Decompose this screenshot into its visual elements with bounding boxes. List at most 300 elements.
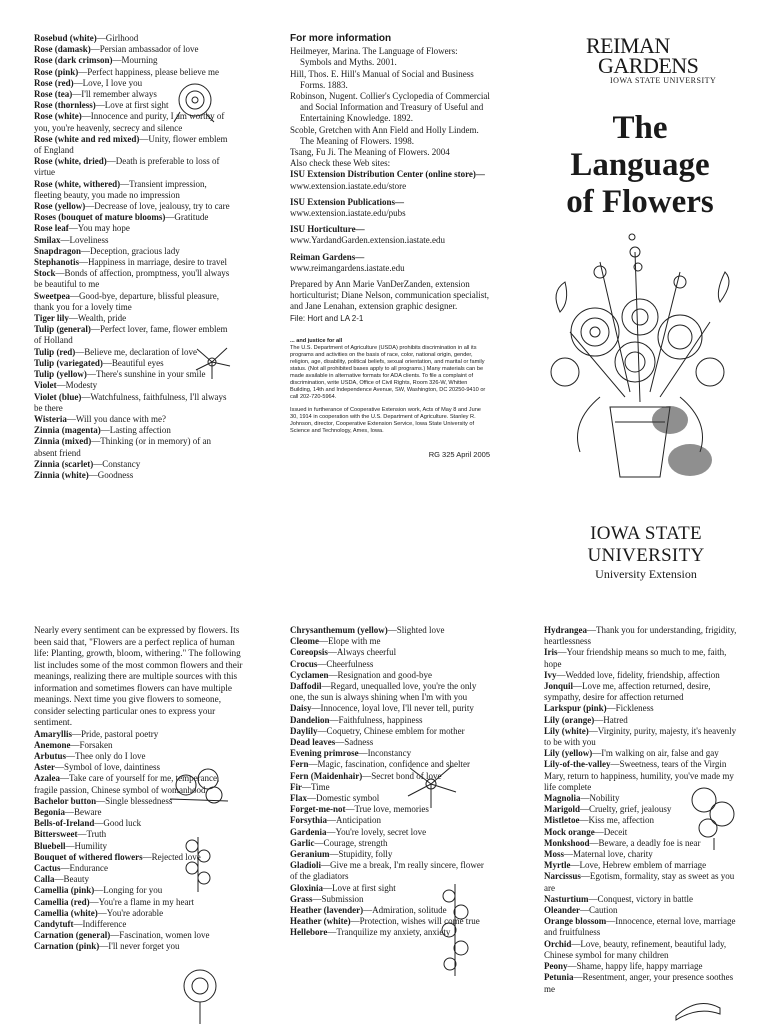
flower-entry <box>34 246 234 257</box>
flower-name: Zinnia (scarlet) <box>34 458 94 469</box>
flower-entry <box>290 782 490 793</box>
flower-meaning: —Tranquilize my anxiety, anxiety <box>327 927 451 938</box>
flower-name: Zinnia (white) <box>34 469 89 480</box>
flower-meaning: —Love, beauty, refinement, beautiful lady, Chinese symbol for many children <box>544 938 727 960</box>
flower-name: Lily (orange) <box>544 714 595 725</box>
flower-meaning: —Single blessedness <box>96 795 173 806</box>
flower-name: Rose (thornless) <box>34 100 96 111</box>
flower-meaning: —Good luck <box>94 818 142 829</box>
flower-entry <box>290 737 490 748</box>
gladioli-sketch-icon <box>436 880 474 980</box>
flower-entry <box>34 425 234 436</box>
flower-entry <box>290 827 490 838</box>
flower-name: Aster <box>34 762 55 773</box>
flower-meaning: —Happiness in marriage, desire to travel <box>79 257 227 268</box>
flower-entry <box>544 647 744 669</box>
flower-name: Ivy <box>544 669 557 680</box>
flower-name: Heather (white) <box>290 916 351 927</box>
flower-name: Zinnia (mixed) <box>34 436 92 447</box>
flower-name: Smilax <box>34 234 61 245</box>
flower-meaning: —Beautiful eyes <box>102 357 164 368</box>
flower-name: Daylily <box>290 725 318 736</box>
flower-name: Bouquet of withered flowers <box>34 851 143 862</box>
flower-meaning: —Mourning <box>112 55 158 66</box>
flower-meaning: —Pride, pastoral poetry <box>72 728 159 739</box>
flower-entry <box>544 715 744 726</box>
flower-entry <box>34 459 234 470</box>
flower-meaning: —Time <box>302 781 330 792</box>
flower-entry <box>34 257 234 268</box>
flower-entry <box>34 67 234 78</box>
flower-meaning: —Death is preferable to loss of virtue <box>34 156 220 178</box>
flower-meaning: —Love, I love you <box>73 77 143 88</box>
flower-meaning: —Beauty <box>54 874 90 885</box>
flower-name: Orange blossom <box>544 916 607 927</box>
flower-entry <box>290 804 490 815</box>
flower-name: Cactus <box>34 862 61 873</box>
flower-name: Sweetpea <box>34 290 70 301</box>
flower-meaning: —Lasting affection <box>100 425 171 436</box>
flower-entry <box>34 908 244 919</box>
flower-name: Fern (Maidenhair) <box>290 770 363 781</box>
title-line-3: of Flowers <box>566 184 714 220</box>
flower-entry <box>34 380 234 391</box>
web-site-name: ISU Extension Publications— <box>290 196 405 207</box>
flower-meaning: —Will you dance with me? <box>66 413 166 424</box>
flower-meaning: —Always cheerful <box>327 647 397 658</box>
flower-entry <box>34 44 234 55</box>
flower-meaning: —Give me a break, I'm really sincere, flower of the gladiators <box>290 860 484 882</box>
flower-name: Stock <box>34 268 56 279</box>
title-line-1: The <box>612 110 668 146</box>
flower-meaning: —Courage, strength <box>314 837 388 848</box>
isu-name: IOWA STATE UNIVERSITY <box>587 523 705 566</box>
flower-name: Camellia (pink) <box>34 885 95 896</box>
flower-entry <box>544 748 744 759</box>
flower-meaning: —Conquest, victory in battle <box>588 893 693 904</box>
web-site-item <box>290 169 490 191</box>
flower-name: Tulip (red) <box>34 346 76 357</box>
flower-meaning: —I'll never forget you <box>99 941 180 952</box>
flower-meaning: —Innocence, eternal love, marriage and fruitfulness <box>544 916 736 938</box>
flower-entry <box>34 392 234 414</box>
flower-name: Rose (damask) <box>34 44 91 55</box>
intro-paragraph: Nearly every sentiment can be expressed by flowers. Its been said that, "Flowers are a perfect replica of human life: Planting, growth, bloom, withering." The following list includes some of the most common flowers and their meanings, realizing there are multiple sources with this information and sometimes flowers can have multiple meanings. Next time you give flowers to someone, consider selecting particular ones to express your sentiment. <box>34 625 243 727</box>
azalea-sketch-icon <box>168 765 230 805</box>
web-site-url[interactable]: www.reimangardens.iastate.edu <box>290 262 405 273</box>
flower-meaning: —Love me, affection returned, desire, sympathy, desire for affection returned <box>544 681 711 703</box>
flower-entry <box>544 726 744 748</box>
flower-entry <box>544 939 744 961</box>
flower-name: Lily (yellow) <box>544 748 593 759</box>
flower-entry <box>34 33 234 44</box>
flower-entry <box>290 647 490 658</box>
title-line-2: Language <box>570 147 710 183</box>
bouquet-in-vase-illustration <box>540 222 740 492</box>
flower-name: Stephanotis <box>34 257 80 268</box>
flower-entry <box>544 972 744 994</box>
flower-name: Rose (red) <box>34 77 74 88</box>
flower-meaning: —Coquetry, Chinese emblem for mother <box>317 725 465 736</box>
flower-entry <box>34 201 234 212</box>
web-site-url[interactable]: www.YardandGarden.extension.iastate.edu <box>290 235 445 246</box>
reference-list <box>290 46 490 158</box>
flower-name: Forget-me-not <box>290 804 346 815</box>
flower-name: Rose (white) <box>34 111 82 122</box>
web-site-name: ISU Horticulture— <box>290 224 365 235</box>
flower-meaning: —Watchfulness, faithfulness, I'll always be there <box>34 391 227 413</box>
bells-sketch-icon <box>178 832 218 894</box>
flower-name: Monkshood <box>544 837 590 848</box>
flower-entry <box>34 134 234 156</box>
flower-entry <box>34 291 234 313</box>
flower-name: Narcissus <box>544 871 581 882</box>
marigold-sketch-icon <box>684 780 740 850</box>
flower-name: Gloxinia <box>290 882 324 893</box>
flower-meaning: —Fascination, women love <box>110 930 210 941</box>
flower-meaning: —Stupidity, folly <box>329 849 393 860</box>
flower-meaning: —Inconstancy <box>358 748 412 759</box>
flower-entry <box>544 961 744 972</box>
flower-meaning: —Your friendship means so much to me, faith, hope <box>544 647 727 669</box>
flower-name: Geranium <box>290 849 330 860</box>
flower-name: Gardenia <box>290 826 327 837</box>
flower-meaning: —Indifference <box>73 918 127 929</box>
daylily-sketch-icon <box>402 758 460 810</box>
flower-name: Mock orange <box>544 826 595 837</box>
flower-meaning: —Submission <box>312 893 364 904</box>
flower-meaning: —Anticipation <box>327 815 381 826</box>
flower-name: Iris <box>544 647 558 658</box>
flower-name: Carnation (general) <box>34 930 111 941</box>
flower-entry <box>290 771 490 782</box>
flower-entry <box>34 313 234 324</box>
flower-name: Violet (blue) <box>34 391 82 402</box>
flower-name: Tulip (variegated) <box>34 357 103 368</box>
flower-meaning: —Deceit <box>594 826 628 837</box>
flower-entry <box>290 815 490 826</box>
flower-meaning: —Resignation and good-bye <box>328 669 432 680</box>
document-title <box>540 110 740 221</box>
flower-name: Dandelion <box>290 714 330 725</box>
flower-meaning: —True love, memories <box>345 804 429 815</box>
flower-meaning: —Longing for you <box>94 885 163 896</box>
flower-meaning: —You're adorable <box>97 907 164 918</box>
flower-name: Magnolia <box>544 793 581 804</box>
flower-name: Coreopsis <box>290 647 328 658</box>
flower-name: Daffodil <box>290 681 322 692</box>
flower-meaning: —Cruelty, grief, jealousy <box>580 804 672 815</box>
flower-entry <box>34 807 244 818</box>
carnation-sketch-icon <box>176 966 224 1024</box>
flower-meaning: —Believe me, declaration of love <box>75 346 197 357</box>
flower-meaning: —Regard, unequalled love, you're the only one, the sun is always shining when I'm with you <box>290 681 477 703</box>
flower-meaning: —Transient impression, fleeting beauty, you made no impression <box>34 178 207 200</box>
prepared-by: Prepared by Ann Marie VanDerZanden, extension horticulturist; Diane Nelson, communication specialist, and Jane Lenahan, extension graphic designer. <box>290 279 489 312</box>
flower-name: Larkspur (pink) <box>544 703 607 714</box>
flower-name: Azalea <box>34 773 60 784</box>
flower-name: Peony <box>544 961 568 972</box>
flower-name: Rose leaf <box>34 223 69 234</box>
flower-meaning: —Modesty <box>56 380 98 391</box>
flower-name: Carnation (pink) <box>34 941 100 952</box>
flower-meaning: —Thank you for understanding, frigidity, heartlessness <box>544 625 737 647</box>
flower-name: Forsythia <box>290 815 327 826</box>
reference-item: Robinson, Nugent. Collier's Cyclopedia of Commercial and Social Information and Treasury of Useful and Entertaining Knowledge. 1892. <box>290 91 490 124</box>
flower-name: Cleome <box>290 636 319 647</box>
flower-meaning: —I'm walking on air, false and gay <box>592 748 719 759</box>
flower-name: Wisteria <box>34 413 67 424</box>
flower-entry <box>544 860 744 871</box>
flower-meaning: —Domestic symbol <box>307 793 380 804</box>
flower-name: Grass <box>290 893 313 904</box>
flower-meaning: —Resentment, anger, your presence soothes me <box>544 972 734 994</box>
flower-name: Amaryllis <box>34 728 72 739</box>
web-site-name: Reiman Gardens— <box>290 251 365 262</box>
flower-name: Begonia <box>34 806 66 817</box>
flower-entry <box>34 941 244 952</box>
flower-meaning: —Thinking (or in memory) of an absent friend <box>34 436 211 458</box>
flower-entry <box>290 849 490 860</box>
file-code: File: Hort and LA 2-1 <box>290 313 364 323</box>
flower-entry <box>290 659 490 670</box>
flower-name: Rosebud (white) <box>34 33 97 43</box>
flower-meaning: —Faithfulness, happiness <box>329 714 423 725</box>
logo-reiman: REIMAN <box>586 33 670 58</box>
web-site-name: ISU Extension Distribution Center (online store)— <box>290 169 485 180</box>
flower-entry <box>34 414 234 425</box>
flower-meaning: —Love at first sight <box>323 882 396 893</box>
web-site-item <box>290 197 490 219</box>
flower-meaning: —Deception, gracious lady <box>81 245 180 256</box>
flower-meaning: —Take care of yourself for me, temperance, fragile passion, Chinese symbol of womanhood <box>34 773 220 795</box>
flower-meaning: —Thee only do I love <box>66 750 146 761</box>
petunia-sketch-icon <box>672 996 724 1022</box>
flower-name: Rose (tea) <box>34 89 73 100</box>
flower-meaning: —Good-bye, departure, blissful pleasure, thank you for a lovely time <box>34 290 219 312</box>
flower-meaning: —Innocence and purity, I am worthy of you, you're heavenly, secrecy and silence <box>34 111 225 133</box>
flower-meaning: —Protection, wishes will come true <box>350 916 480 927</box>
flower-meaning: —Sadness <box>335 737 374 748</box>
flower-name: Oleander <box>544 905 580 916</box>
flower-meaning: —Admiration, solitude <box>363 905 447 916</box>
flower-entry <box>544 849 744 860</box>
flower-entry <box>544 916 744 938</box>
flower-name: Evening primrose <box>290 748 359 759</box>
flower-entry <box>34 268 234 290</box>
flower-meaning: —Nobility <box>580 793 620 804</box>
web-site-url[interactable]: www.extension.iastate.edu/store <box>290 180 407 191</box>
flower-name: Rose (white and red mixed) <box>34 133 140 144</box>
flower-name: Bells-of-Ireland <box>34 818 95 829</box>
flower-entry <box>34 740 244 751</box>
flower-entry <box>34 223 234 234</box>
flower-meaning: —You may hope <box>68 223 130 234</box>
flower-entry <box>34 919 244 930</box>
flower-entry <box>544 894 744 905</box>
justice-statement <box>290 338 490 435</box>
flower-entry <box>290 726 490 737</box>
flower-entry <box>34 156 234 178</box>
flower-name: Chrysanthemum (yellow) <box>290 625 388 635</box>
justice-text: The U.S. Department of Agriculture (USDA) prohibits discrimination in all its programs and activities on the basis of race, color, national origin, gender, religion, age, disability, political beliefs, sexual orientation, and marital or family status. (Not all prohibited bases apply to all programs.) Many materials can be made available in alternative formats for ADA clients. To file a complaint of discrimination, write USDA, Office of Civil Rights, Room 326-W, Whitten Building, 14th and Independence Avenue, SW, Washington, DC 20250-9410 or call 202-720-5964. <box>290 344 486 400</box>
flower-name: Fir <box>290 781 302 792</box>
rose-sketch-icon <box>172 78 218 124</box>
extension-name: University Extension <box>595 567 697 581</box>
flower-entry <box>290 703 490 714</box>
more-information-heading: For more information <box>290 33 392 44</box>
flower-meaning: —Magic, fascination, confidence and shelter <box>308 759 470 770</box>
flower-name: Jonquil <box>544 681 574 692</box>
flower-name: Bachelor button <box>34 795 97 806</box>
flower-name: Hydrangea <box>544 625 588 635</box>
flower-entry <box>290 759 490 770</box>
flower-meaning: —Loveliness <box>60 234 109 245</box>
flower-meaning: —Elope with me <box>319 636 381 647</box>
issued-text: Issued in furtherance of Cooperative Extension work, Acts of May 8 and June 30, 1914 in cooperation with the U.S. Department of Agriculture. Stanley R. Johnson, director, Cooperative Extension Service, Iowa State University of Science and Technology, Ames, Iowa. <box>290 406 481 434</box>
flower-name: Mistletoe <box>544 815 580 826</box>
flower-entry <box>34 179 234 201</box>
flower-entry <box>290 793 490 804</box>
flower-name: Myrtle <box>544 860 571 871</box>
flower-name: Camellia (white) <box>34 907 98 918</box>
web-site-url[interactable]: www.extension.iastate.edu/pubs <box>290 208 406 219</box>
flower-entry <box>34 897 244 908</box>
flower-name: Moss <box>544 849 564 860</box>
flower-meaning: —Forsaken <box>70 739 113 750</box>
flower-meaning: —Girlhood <box>96 33 139 43</box>
flower-name: Candytuft <box>34 918 74 929</box>
flower-entry <box>34 930 244 941</box>
flower-entry <box>544 625 744 647</box>
flower-name: Arbutus <box>34 750 67 761</box>
flower-meaning: —Fickleness <box>606 703 654 714</box>
flower-name: Camellia (red) <box>34 896 90 907</box>
flower-meaning: —Love at first sight <box>95 100 169 111</box>
flower-entry <box>290 838 490 849</box>
flower-meaning: —Virginity, purity, majesty, it's heavenly to be with you <box>544 725 737 748</box>
flower-meaning: —Goodness <box>88 469 134 480</box>
flower-entry <box>34 55 234 66</box>
flower-meaning: —Perfect happiness, please believe me <box>78 66 219 77</box>
flower-name: Bittersweet <box>34 829 78 840</box>
flower-meaning: —Endurance <box>60 862 108 873</box>
flower-name: Gladioli <box>290 860 322 871</box>
web-site-item <box>290 224 490 246</box>
flower-entry <box>34 436 234 458</box>
flower-name: Roses (bouquet of mature blooms) <box>34 212 166 223</box>
flower-entry <box>544 905 744 916</box>
tiger-lily-sketch-icon <box>192 344 232 380</box>
flower-meaning: —You're a flame in my heart <box>89 896 195 907</box>
flower-meaning: —Rejected love <box>142 851 201 862</box>
flower-name: Heather (lavender) <box>290 905 364 916</box>
reference-item: Scoble, Gretchen with Ann Field and Holly Lindem. The Meaning of Flowers. 1998. <box>290 124 479 146</box>
flower-meaning: —Truth <box>77 829 107 840</box>
more-information-panel <box>290 33 490 460</box>
flower-meaning: —Shame, happy life, happy marriage <box>567 961 703 972</box>
flower-entry <box>34 729 244 740</box>
flower-meaning: —You're lovely, secret love <box>326 826 427 837</box>
flower-meaning: —Egotism, formality, stay as sweet as you are <box>544 871 735 893</box>
flower-name: Lily (white) <box>544 725 589 736</box>
flower-meaning: —Persian ambassador of love <box>90 44 199 55</box>
flower-entry <box>290 670 490 681</box>
flower-entry <box>34 235 234 246</box>
flower-name: Crocus <box>290 658 318 669</box>
flower-meaning: —Beware, a deadly foe is near <box>589 837 701 848</box>
flower-entry <box>290 625 490 636</box>
flower-name: Rose (white, dried) <box>34 156 107 167</box>
flower-name: Cyclamen <box>290 669 329 680</box>
flower-meaning: —Kiss me, affection <box>579 815 655 826</box>
flower-entry <box>34 818 244 829</box>
flower-meaning: —Caution <box>580 905 618 916</box>
flower-meaning: —Perfect lover, fame, flower emblem of Holland <box>34 324 228 346</box>
flower-meaning: —Humility <box>65 840 108 851</box>
justice-heading: ... and justice for all <box>290 337 343 344</box>
reference-item: Hill, Thos. E. Hill's Manual of Social and Business Forms. 1883. <box>290 68 474 90</box>
flower-meaning: —I'll remember always <box>72 89 157 100</box>
flower-entry <box>544 703 744 714</box>
flower-meaning: —Maternal love, charity <box>564 849 653 860</box>
flower-meaning: —Hatred <box>594 714 628 725</box>
reiman-gardens-logo <box>586 33 736 85</box>
flower-meaning: —Innocence, loyal love, I'll never tell, purity <box>311 703 474 714</box>
flower-meaning: —Beware <box>65 806 102 817</box>
logo-gardens: GARDENS <box>598 53 699 78</box>
flower-name: Hellebore <box>290 927 328 938</box>
isu-extension-wordmark <box>546 523 746 582</box>
flower-name: Rose (yellow) <box>34 201 86 212</box>
reference-item: Tsang, Fu Ji. The Meaning of Flowers. 2004 <box>290 147 450 158</box>
flower-meaning: —Unity, flower emblem of England <box>34 133 228 156</box>
flower-name: Calla <box>34 874 55 885</box>
flower-entry <box>34 470 234 481</box>
flower-name: Garlic <box>290 837 315 848</box>
flower-name: Tulip (general) <box>34 324 91 335</box>
flower-meaning: —Wealth, pride <box>68 313 127 324</box>
flower-name: Petunia <box>544 972 574 983</box>
flower-name: Rose (dark crimson) <box>34 55 113 66</box>
flower-name: Flax <box>290 793 307 804</box>
web-sites-intro: Also check these Web sites: <box>290 158 391 169</box>
flower-entry <box>290 636 490 647</box>
flower-name: Anemone <box>34 739 71 750</box>
flower-name: Snapdragon <box>34 245 82 256</box>
flower-meaning: —Wedded love, fidelity, friendship, affection <box>556 669 720 680</box>
flower-meaning: —Symbol of love, daintiness <box>55 762 160 773</box>
flower-meaning: —Bonds of affection, promptness, you'll always be beautiful to me <box>34 268 230 290</box>
flower-meaning: —There's sunshine in your smile <box>86 369 206 380</box>
flower-name: Zinnia (magenta) <box>34 425 101 436</box>
flower-meaning: —Cheerfulness <box>317 658 374 669</box>
flower-name: Tulip (yellow) <box>34 369 87 380</box>
flower-meaning: —Slighted love <box>387 625 445 635</box>
flower-name: Lily-of-the-valley <box>544 759 611 770</box>
flower-entry <box>544 871 744 893</box>
flower-name: Rose (white, withered) <box>34 178 121 189</box>
flower-name: Violet <box>34 380 57 391</box>
flower-entry <box>544 681 744 703</box>
flower-entry <box>290 748 490 759</box>
flower-meaning: —Constancy <box>93 458 141 469</box>
flower-meaning: —Decrease of love, jealousy, try to care <box>85 201 230 212</box>
flower-meaning: —Secret bond of love <box>362 770 442 781</box>
reference-item: Heilmeyer, Marina. The Language of Flowers: Symbols and Myths. 2001. <box>290 46 458 68</box>
logo-isu: IOWA STATE UNIVERSITY <box>610 76 717 85</box>
web-site-item <box>290 252 490 274</box>
